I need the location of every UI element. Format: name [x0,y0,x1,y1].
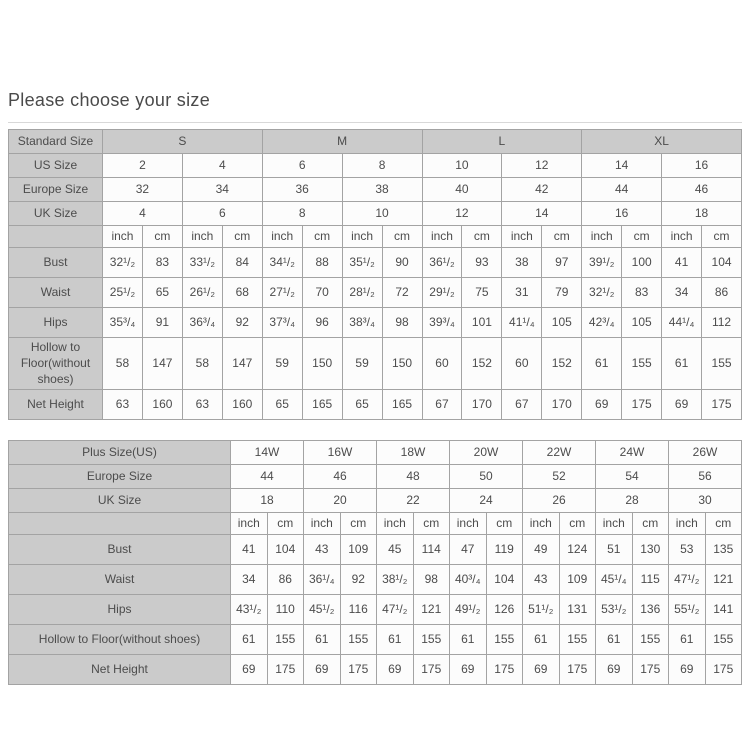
unit-header-cm: cm [462,226,502,248]
row-label: Waist [9,564,231,594]
row-label: UK Size [9,202,103,226]
measure-value: 155 [486,624,523,654]
measure-value: 88 [302,248,342,278]
size-value: 16 [582,202,662,226]
size-value: 20 [304,488,377,512]
size-value: 30 [669,488,742,512]
measure-value: 61 [669,624,706,654]
measure-value: 69 [450,654,487,684]
unit-header-inch: inch [582,226,622,248]
measure-value: 47¹/₂ [377,594,414,624]
measure-value: 58 [103,338,143,390]
measure-value: 119 [486,534,523,564]
measure-value: 170 [462,389,502,419]
measure-value: 34 [231,564,268,594]
unit-header-inch: inch [502,226,542,248]
measure-value: 175 [340,654,377,684]
unit-header-cm: cm [632,512,669,534]
measure-value: 45¹/₄ [596,564,633,594]
measure-value: 27¹/₂ [262,278,302,308]
unit-header-cm: cm [622,226,662,248]
measure-value: 61 [450,624,487,654]
measure-value: 150 [302,338,342,390]
measure-value: 92 [340,564,377,594]
measure-value: 44¹/₄ [662,308,702,338]
unit-header-inch: inch [377,512,414,534]
size-value: 24W [596,440,669,464]
measure-value: 58 [182,338,222,390]
size-value: 18 [231,488,304,512]
measure-value: 155 [702,338,742,390]
measure-value: 141 [705,594,742,624]
measure-value: 92 [222,308,262,338]
unit-header-inch: inch [596,512,633,534]
measure-value: 175 [632,654,669,684]
size-value: 4 [103,202,183,226]
size-value: 24 [450,488,523,512]
measure-value: 59 [262,338,302,390]
measure-value: 121 [705,564,742,594]
unit-header-cm: cm [142,226,182,248]
title-divider [8,122,742,123]
measure-value: 55¹/₂ [669,594,706,624]
measure-value: 63 [182,389,222,419]
unit-header-inch: inch [450,512,487,534]
size-value: 56 [669,464,742,488]
size-value: 36 [262,178,342,202]
measure-value: 84 [222,248,262,278]
measure-value: 97 [542,248,582,278]
measure-value: 135 [705,534,742,564]
measure-value: 61 [377,624,414,654]
unit-header-inch: inch [182,226,222,248]
measure-value: 39¹/₂ [582,248,622,278]
measure-value: 104 [267,534,304,564]
measure-value: 70 [302,278,342,308]
unit-row-corner [9,226,103,248]
measure-value: 69 [231,654,268,684]
row-label: Net Height [9,654,231,684]
measure-value: 98 [382,308,422,338]
row-label: UK Size [9,488,231,512]
measure-value: 155 [559,624,596,654]
size-value: 48 [377,464,450,488]
unit-header-inch: inch [523,512,560,534]
measure-value: 47 [450,534,487,564]
measure-value: 170 [542,389,582,419]
measure-value: 41 [231,534,268,564]
measure-value: 38 [502,248,542,278]
size-value: 12 [502,154,582,178]
size-value: 20W [450,440,523,464]
measure-value: 69 [523,654,560,684]
measure-value: 105 [542,308,582,338]
measure-value: 63 [103,389,143,419]
unit-header-cm: cm [702,226,742,248]
measure-value: 38¹/₂ [377,564,414,594]
measure-value: 61 [231,624,268,654]
measure-value: 175 [267,654,304,684]
measure-value: 109 [340,534,377,564]
measure-value: 98 [413,564,450,594]
measure-value: 36¹/₂ [422,248,462,278]
unit-header-inch: inch [304,512,341,534]
measure-value: 124 [559,534,596,564]
size-value: 38 [342,178,422,202]
measure-value: 155 [413,624,450,654]
size-value: 54 [596,464,669,488]
measure-value: 110 [267,594,304,624]
measure-value: 155 [705,624,742,654]
measure-value: 115 [632,564,669,594]
unit-header-inch: inch [342,226,382,248]
measure-value: 60 [422,338,462,390]
measure-value: 69 [669,654,706,684]
unit-header-inch: inch [262,226,302,248]
size-value: 26 [523,488,596,512]
row-label: Hips [9,308,103,338]
measure-value: 67 [422,389,462,419]
size-value: 28 [596,488,669,512]
unit-header-cm: cm [267,512,304,534]
row-label: Europe Size [9,464,231,488]
row-label: Waist [9,278,103,308]
size-value: 18W [377,440,450,464]
measure-value: 65 [142,278,182,308]
measure-value: 75 [462,278,502,308]
measure-value: 160 [222,389,262,419]
unit-header-cm: cm [486,512,523,534]
size-value: 50 [450,464,523,488]
size-value: 32 [103,178,183,202]
measure-value: 61 [662,338,702,390]
size-group-header: S [103,130,263,154]
measure-value: 51 [596,534,633,564]
unit-header-cm: cm [222,226,262,248]
measure-value: 104 [486,564,523,594]
measure-value: 69 [304,654,341,684]
measure-value: 61 [582,338,622,390]
measure-value: 28¹/₂ [342,278,382,308]
size-value: 10 [422,154,502,178]
plus-size-table [8,440,742,685]
unit-header-inch: inch [669,512,706,534]
unit-header-cm: cm [542,226,582,248]
size-value: 40 [422,178,502,202]
size-value: 22W [523,440,596,464]
measure-value: 79 [542,278,582,308]
measure-value: 72 [382,278,422,308]
size-value: 22 [377,488,450,512]
measure-value: 165 [382,389,422,419]
unit-header-inch: inch [422,226,462,248]
measure-value: 175 [486,654,523,684]
measure-value: 39³/₄ [422,308,462,338]
size-group-header: L [422,130,582,154]
measure-value: 38³/₄ [342,308,382,338]
measure-value: 32¹/₂ [103,248,143,278]
measure-value: 35¹/₂ [342,248,382,278]
measure-value: 49 [523,534,560,564]
measure-value: 29¹/₂ [422,278,462,308]
measure-value: 42³/₄ [582,308,622,338]
measure-value: 152 [542,338,582,390]
unit-row-corner [9,512,231,534]
measure-value: 155 [340,624,377,654]
measure-value: 49¹/₂ [450,594,487,624]
size-value: 4 [182,154,262,178]
measure-value: 43 [523,564,560,594]
row-label: US Size [9,154,103,178]
measure-value: 65 [342,389,382,419]
row-label: Hips [9,594,231,624]
measure-value: 47¹/₂ [669,564,706,594]
measure-value: 53¹/₂ [596,594,633,624]
measure-value: 96 [302,308,342,338]
size-value: 44 [231,464,304,488]
measure-value: 68 [222,278,262,308]
measure-value: 155 [267,624,304,654]
measure-value: 86 [702,278,742,308]
unit-header-cm: cm [340,512,377,534]
page-title: Please choose your size [8,90,211,110]
measure-value: 175 [413,654,450,684]
size-value: 18 [662,202,742,226]
measure-value: 116 [340,594,377,624]
measure-value: 69 [596,654,633,684]
measure-value: 175 [702,389,742,419]
size-value: 46 [304,464,377,488]
measure-value: 165 [302,389,342,419]
unit-header-cm: cm [302,226,342,248]
size-value: 44 [582,178,662,202]
measure-value: 136 [632,594,669,624]
unit-header-cm: cm [559,512,596,534]
size-value: 6 [262,154,342,178]
size-value: 10 [342,202,422,226]
measure-value: 155 [632,624,669,654]
size-value: 34 [182,178,262,202]
measure-value: 26¹/₂ [182,278,222,308]
measure-value: 59 [342,338,382,390]
measure-value: 41¹/₄ [502,308,542,338]
size-value: 52 [523,464,596,488]
size-value: 14 [502,202,582,226]
size-group-header: M [262,130,422,154]
measure-value: 152 [462,338,502,390]
row-label: Net Height [9,389,103,419]
size-value: 2 [103,154,183,178]
measure-value: 34¹/₂ [262,248,302,278]
measure-value: 43¹/₂ [231,594,268,624]
size-value: 16W [304,440,377,464]
measure-value: 35³/₄ [103,308,143,338]
measure-value: 61 [304,624,341,654]
measure-value: 175 [622,389,662,419]
size-value: 12 [422,202,502,226]
measure-value: 37³/₄ [262,308,302,338]
standard-size-table [8,129,742,420]
row-label: Bust [9,534,231,564]
size-value: 46 [662,178,742,202]
measure-value: 41 [662,248,702,278]
measure-value: 147 [142,338,182,390]
measure-value: 131 [559,594,596,624]
measure-value: 130 [632,534,669,564]
row-label: Hollow to Floor(without shoes) [9,624,231,654]
measure-value: 45 [377,534,414,564]
measure-value: 40³/₄ [450,564,487,594]
measure-value: 65 [262,389,302,419]
measure-value: 69 [582,389,622,419]
measure-value: 91 [142,308,182,338]
measure-value: 147 [222,338,262,390]
measure-value: 43 [304,534,341,564]
measure-value: 175 [559,654,596,684]
unit-header-inch: inch [231,512,268,534]
measure-value: 112 [702,308,742,338]
measure-value: 83 [622,278,662,308]
measure-value: 60 [502,338,542,390]
size-value: 14W [231,440,304,464]
size-value: 26W [669,440,742,464]
measure-value: 69 [377,654,414,684]
measure-value: 90 [382,248,422,278]
unit-header-cm: cm [382,226,422,248]
measure-value: 36³/₄ [182,308,222,338]
measure-value: 104 [702,248,742,278]
measure-value: 61 [596,624,633,654]
measure-value: 45¹/₂ [304,594,341,624]
measure-value: 53 [669,534,706,564]
measure-value: 109 [559,564,596,594]
measure-value: 105 [622,308,662,338]
measure-value: 31 [502,278,542,308]
size-value: 8 [262,202,342,226]
unit-header-inch: inch [103,226,143,248]
size-value: 8 [342,154,422,178]
row-label: Europe Size [9,178,103,202]
measure-value: 36¹/₄ [304,564,341,594]
size-value: 6 [182,202,262,226]
measure-value: 34 [662,278,702,308]
size-group-header: XL [582,130,742,154]
row-label: Hollow to Floor(without shoes) [9,338,103,390]
row-label: Plus Size(US) [9,440,231,464]
corner-label: Standard Size [9,130,103,154]
measure-value: 175 [705,654,742,684]
unit-header-cm: cm [413,512,450,534]
row-label: Bust [9,248,103,278]
measure-value: 101 [462,308,502,338]
measure-value: 121 [413,594,450,624]
measure-value: 155 [622,338,662,390]
measure-value: 93 [462,248,502,278]
measure-value: 67 [502,389,542,419]
size-value: 14 [582,154,662,178]
unit-header-inch: inch [662,226,702,248]
measure-value: 83 [142,248,182,278]
unit-header-cm: cm [705,512,742,534]
measure-value: 86 [267,564,304,594]
measure-value: 126 [486,594,523,624]
measure-value: 33¹/₂ [182,248,222,278]
measure-value: 114 [413,534,450,564]
measure-value: 160 [142,389,182,419]
measure-value: 61 [523,624,560,654]
measure-value: 32¹/₂ [582,278,622,308]
size-value: 16 [662,154,742,178]
measure-value: 25¹/₂ [103,278,143,308]
measure-value: 69 [662,389,702,419]
measure-value: 100 [622,248,662,278]
measure-value: 150 [382,338,422,390]
measure-value: 51¹/₂ [523,594,560,624]
size-value: 42 [502,178,582,202]
